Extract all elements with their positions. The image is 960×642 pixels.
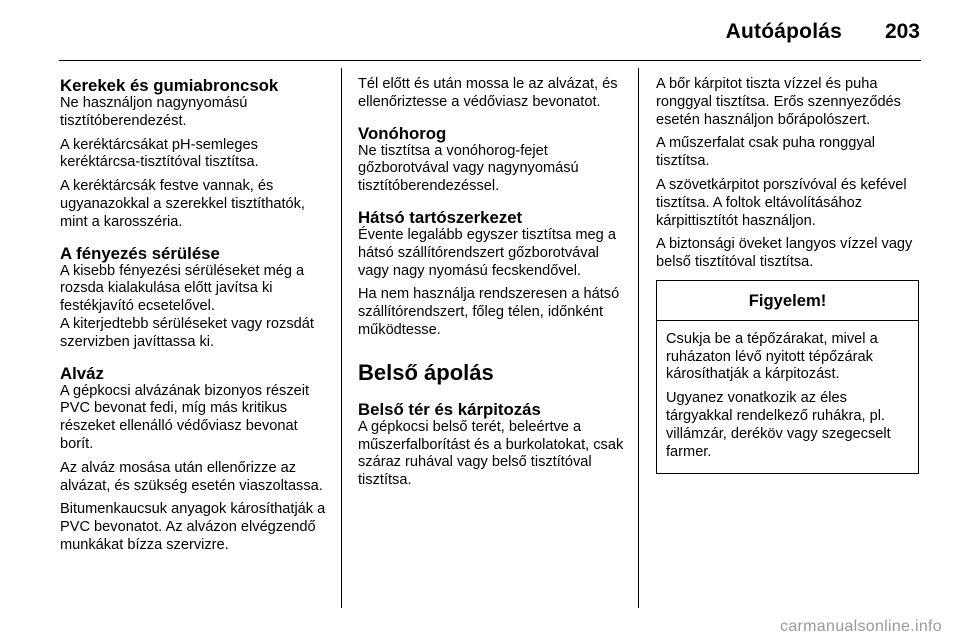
heading-wheels-tyres: Kerekek és gumiabroncsok — [60, 76, 279, 95]
paragraph: A biztonsági öveket langyos vízzel vagy belső tisztítóval tisztítsa. — [656, 236, 913, 271]
caution-box — [656, 280, 919, 474]
paragraph: A keréktárcsákat pH-semleges keréktárcsa-tisztítóval tisztítsa. — [60, 136, 259, 171]
paragraph: A műszerfalat csak puha ronggyal tisztítsa. — [656, 135, 876, 170]
paragraph: A gépkocsi alvázának bizonyos részeit PVC bevonat fedi, míg más kritikus részeket ellenálló védőviasz bevonat borít. — [60, 382, 310, 452]
heading-underbody: Alváz — [60, 363, 104, 383]
column-divider-2 — [638, 68, 639, 608]
caution-paragraph: Ugyanez vonatkozik az éles tárgyakkal rendelkező ruhákra, pl. villámzár, deréköv vagy szegecselt farmer. — [666, 390, 891, 460]
heading-interior-upholstery: Belső tér és kárpitozás — [358, 399, 541, 419]
paragraph: A keréktárcsák festve vannak, és ugyanazokkal a szerekkel tisztíthatók, mint a karosszéria. — [60, 178, 305, 230]
section-heading-interior-care: Belső ápolás — [358, 359, 494, 385]
column-1 — [60, 76, 334, 561]
paragraph: Ha nem használja rendszeresen a hátsó szállítórendszert, főleg télen, időnként működtesse. — [358, 286, 620, 338]
caution-paragraph: Csukja be a tépőzárakat, mivel a ruházaton lévő nyitott tépőzárak károsíthatják a kárpitozást. — [666, 330, 878, 383]
paragraph: A gépkocsi belső terét, beleértve a műszerfalborítást és a burkolatokat, csak száraz ruhával vagy belső tisztítóval tisztítsa. — [358, 418, 624, 489]
paragraph: A bőr kárpitot tiszta vízzel és puha ronggyal tisztítsa. Erős szennyeződés esetén használjon bőrápolószert. — [656, 76, 901, 128]
caution-title: Figyelem! — [657, 281, 918, 321]
column-2 — [358, 76, 630, 496]
paragraph: Az alváz mosása után ellenőrizze az alvázat, és szükség esetén viaszoltassa. — [60, 459, 323, 494]
header-divider — [59, 60, 921, 61]
paragraph: Évente legalább egyszer tisztítsa meg a hátsó szállítórendszert gőzborotvával vagy nagy nyomású fecskendővel. — [358, 226, 616, 279]
heading-towing-hook: Vonóhorog — [358, 123, 447, 143]
heading-rear-carrier: Hátsó tartószerkezet — [358, 207, 523, 227]
heading-paint-damage: A fényezés sérülése — [60, 243, 220, 263]
caution-body — [657, 321, 918, 474]
column-divider-1 — [341, 68, 342, 608]
paragraph: Ne tisztítsa a vonóhorog-fejet gőzborotvával vagy nagynyomású tisztítóberendezéssel. — [358, 142, 579, 195]
paragraph: Bitumenkaucsuk anyagok károsíthatják a PVC bevonatot. Az alvázon elvégzendő munkákat bízza szervizre. — [60, 501, 326, 553]
paragraph: Ne használjon nagynyomású tisztítóberendezést. — [60, 95, 248, 129]
column-3 — [656, 76, 920, 474]
paragraph: Tél előtt és után mossa le az alvázat, és ellenőriztesse a védőviasz bevonatot. — [358, 76, 618, 110]
watermark: carmanualsonline.info — [780, 618, 942, 635]
paragraph: A szövetkárpitot porszívóval és kefével tisztítsa. A foltok eltávolításához kárpittisztítót használjon. — [656, 176, 907, 229]
page-header — [0, 0, 960, 62]
page-number: 203 — [884, 20, 920, 43]
paragraph: A kisebb fényezési sérüléseket még a rozsda kialakulása előtt javítsa ki festékjavító ecsetelővel. — [60, 262, 305, 315]
page-title: Autóápolás — [725, 20, 842, 43]
paragraph: A kiterjedtebb sérüléseket vagy rozsdát szervizben javíttassa ki. — [60, 315, 314, 350]
